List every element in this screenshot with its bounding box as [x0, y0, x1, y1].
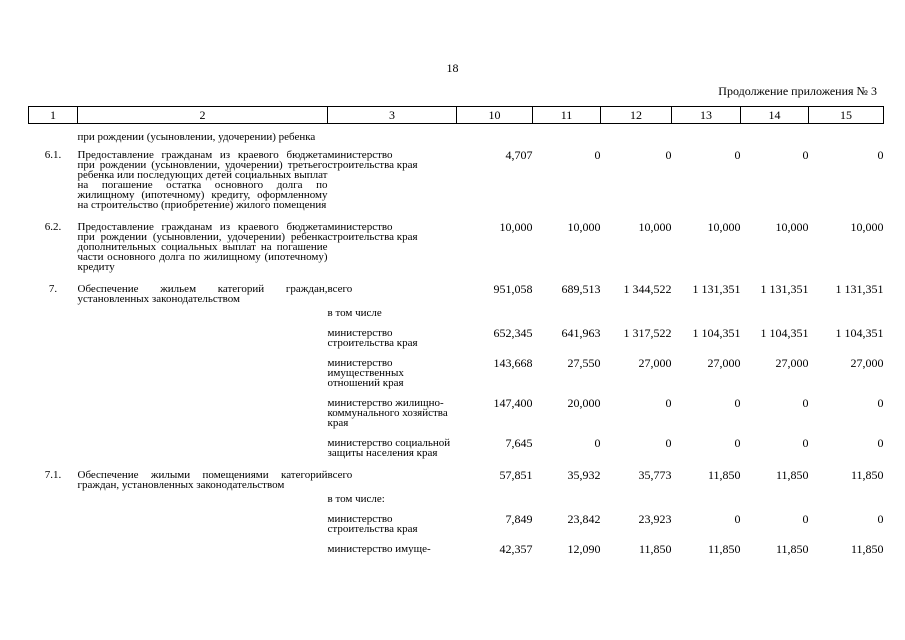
row-executor: министерство строительства края [327, 221, 418, 243]
value-col-15: 1 131,351 [835, 282, 884, 296]
table-row [29, 428, 884, 458]
row-description [78, 348, 328, 388]
value-col-10: 7,849 [505, 512, 533, 526]
row-description [78, 388, 328, 428]
value-col-14: 0 [802, 436, 809, 450]
value-col-12: 0 [665, 148, 672, 162]
value-col-12: 11,850 [638, 542, 672, 556]
value-col-10: 42,357 [499, 542, 533, 556]
value-col-14 [741, 490, 809, 504]
row-description: Предоставление гражданам из краевого бюджета при рождении (усыновлении, удочерении) ребенка дополнительных социальных выплат на погашение части основного долга по жилищному (ипотечному) кредиту [77, 221, 328, 273]
table-row [29, 388, 884, 428]
row-number [29, 318, 78, 348]
row-executor: в том числе [327, 307, 382, 319]
row-number [29, 504, 78, 534]
row-number [29, 534, 78, 554]
value-col-10 [457, 124, 533, 143]
row-description: Обеспечение жильем категорий граждан, установленных законодательством [77, 283, 328, 305]
value-col-15: 0 [877, 512, 884, 526]
value-col-13: 0 [734, 396, 741, 410]
value-col-15: 0 [877, 148, 884, 162]
table-row [29, 318, 884, 348]
row-executor: министерство строительства края [327, 327, 418, 349]
row-number: 7.1. [44, 469, 62, 481]
value-col-14: 0 [802, 148, 809, 162]
value-col-11 [533, 304, 601, 318]
table-row [29, 490, 884, 504]
row-executor: министерство строительства края [327, 513, 418, 535]
value-col-14: 0 [802, 396, 809, 410]
value-col-10: 7,645 [505, 436, 533, 450]
table-row [29, 124, 884, 143]
row-description: при рождении (усыновлении, удочерении) ребенка [77, 131, 316, 143]
value-col-13: 11,850 [707, 468, 741, 482]
row-description [78, 534, 328, 554]
value-col-11: 12,090 [567, 542, 601, 556]
row-number: 6.2. [44, 221, 62, 233]
value-col-11: 27,550 [567, 356, 601, 370]
value-col-15 [809, 304, 884, 318]
row-description: Обеспечение жилыми помещениями категорий граждан, установленных законодательством [77, 469, 328, 491]
value-col-12: 23,923 [638, 512, 672, 526]
value-col-11: 10,000 [567, 220, 601, 234]
value-col-12 [601, 124, 672, 143]
value-col-10: 10,000 [499, 220, 533, 234]
value-col-15: 0 [877, 436, 884, 450]
value-col-13: 11,850 [707, 542, 741, 556]
value-col-10: 951,058 [493, 282, 533, 296]
value-col-11: 0 [594, 148, 601, 162]
row-executor: всего [327, 283, 353, 295]
value-col-11 [533, 124, 601, 143]
row-executor: министерство социальной защиты населения края [327, 437, 451, 459]
value-col-14: 11,850 [775, 542, 809, 556]
header-col-10: 10 [457, 107, 533, 124]
value-col-14 [741, 304, 809, 318]
table-row [29, 142, 884, 210]
header-col-13: 13 [672, 107, 741, 124]
value-col-15: 1 104,351 [835, 326, 884, 340]
value-col-12 [601, 490, 672, 504]
program-table [28, 106, 884, 554]
value-col-12: 0 [665, 396, 672, 410]
value-col-11: 35,932 [567, 468, 601, 482]
value-col-13: 1 104,351 [692, 326, 741, 340]
value-col-12: 1 317,522 [623, 326, 672, 340]
table-body [29, 124, 884, 555]
header-col-11: 11 [533, 107, 601, 124]
table-row [29, 272, 884, 304]
page-number: 18 [446, 61, 459, 75]
row-description: Предоставление гражданам из краевого бюджета при рождении (усыновлении, удочерении) третьего ребенка или последующих детей социальных выплат на погашение остатка основного долга по жилищному (ипотечному) кредиту, оформленному на строительство (приобретение) жилого помещения [77, 149, 328, 211]
value-col-11: 20,000 [567, 396, 601, 410]
value-col-11: 0 [594, 436, 601, 450]
value-col-14: 0 [802, 512, 809, 526]
value-col-12: 1 344,522 [623, 282, 672, 296]
value-col-14: 11,850 [775, 468, 809, 482]
value-col-15: 0 [877, 396, 884, 410]
value-col-11: 689,513 [561, 282, 601, 296]
value-col-13 [672, 124, 741, 143]
row-description [78, 504, 328, 534]
row-number [29, 348, 78, 388]
value-col-10: 147,400 [493, 396, 533, 410]
value-col-13 [672, 490, 741, 504]
value-col-13: 0 [734, 512, 741, 526]
value-col-12: 0 [665, 436, 672, 450]
value-col-15 [809, 490, 884, 504]
value-col-13: 27,000 [707, 356, 741, 370]
value-col-14: 1 104,351 [760, 326, 809, 340]
header-row [29, 107, 884, 124]
row-executor: министерство строительства края [327, 149, 418, 171]
value-col-10 [457, 304, 533, 318]
continuation-label: Продолжение приложения № 3 [718, 84, 877, 98]
row-executor: в том числе: [327, 493, 385, 505]
value-col-15: 11,850 [850, 542, 884, 556]
value-col-15: 11,850 [850, 468, 884, 482]
row-description [78, 428, 328, 458]
value-col-10: 143,668 [493, 356, 533, 370]
table-row [29, 348, 884, 388]
table-row [29, 458, 884, 490]
row-number [29, 304, 78, 318]
value-col-10: 4,707 [505, 148, 533, 162]
row-executor: всего [327, 469, 353, 481]
row-number [29, 428, 78, 458]
table-row [29, 534, 884, 554]
value-col-13: 0 [734, 148, 741, 162]
row-executor: министерство жилищно-коммунального хозяйства края [327, 397, 448, 429]
row-description [78, 318, 328, 348]
row-executor [328, 124, 457, 143]
row-number [29, 388, 78, 428]
value-col-13: 1 131,351 [692, 282, 741, 296]
value-col-11 [533, 490, 601, 504]
value-col-13: 0 [734, 436, 741, 450]
row-executor: министерство имуще- [327, 543, 431, 555]
value-col-15: 27,000 [850, 356, 884, 370]
value-col-14: 27,000 [775, 356, 809, 370]
row-description [78, 304, 328, 318]
value-col-11: 23,842 [567, 512, 601, 526]
value-col-13 [672, 304, 741, 318]
value-col-12 [601, 304, 672, 318]
value-col-12: 35,773 [638, 468, 672, 482]
value-col-14: 10,000 [775, 220, 809, 234]
row-description [78, 490, 328, 504]
header-col-14: 14 [741, 107, 809, 124]
row-number: 6.1. [44, 149, 62, 161]
header-col-12: 12 [601, 107, 672, 124]
table-header [29, 107, 884, 124]
table-row [29, 210, 884, 272]
value-col-11: 641,963 [561, 326, 601, 340]
value-col-13: 10,000 [707, 220, 741, 234]
value-col-15 [809, 124, 884, 143]
header-col-1: 1 [29, 107, 78, 124]
value-col-10 [457, 490, 533, 504]
value-col-14 [741, 124, 809, 143]
table-row [29, 504, 884, 534]
header-col-2: 2 [78, 107, 328, 124]
row-number [29, 124, 78, 143]
header-col-15: 15 [809, 107, 884, 124]
value-col-10: 652,345 [493, 326, 533, 340]
table-row [29, 304, 884, 318]
value-col-12: 10,000 [638, 220, 672, 234]
header-col-3: 3 [328, 107, 457, 124]
value-col-12: 27,000 [638, 356, 672, 370]
row-executor: министерство имущественных отношений края [327, 357, 404, 389]
value-col-10: 57,851 [499, 468, 533, 482]
row-number: 7. [48, 283, 58, 295]
row-number [29, 490, 78, 504]
value-col-14: 1 131,351 [760, 282, 809, 296]
value-col-15: 10,000 [850, 220, 884, 234]
